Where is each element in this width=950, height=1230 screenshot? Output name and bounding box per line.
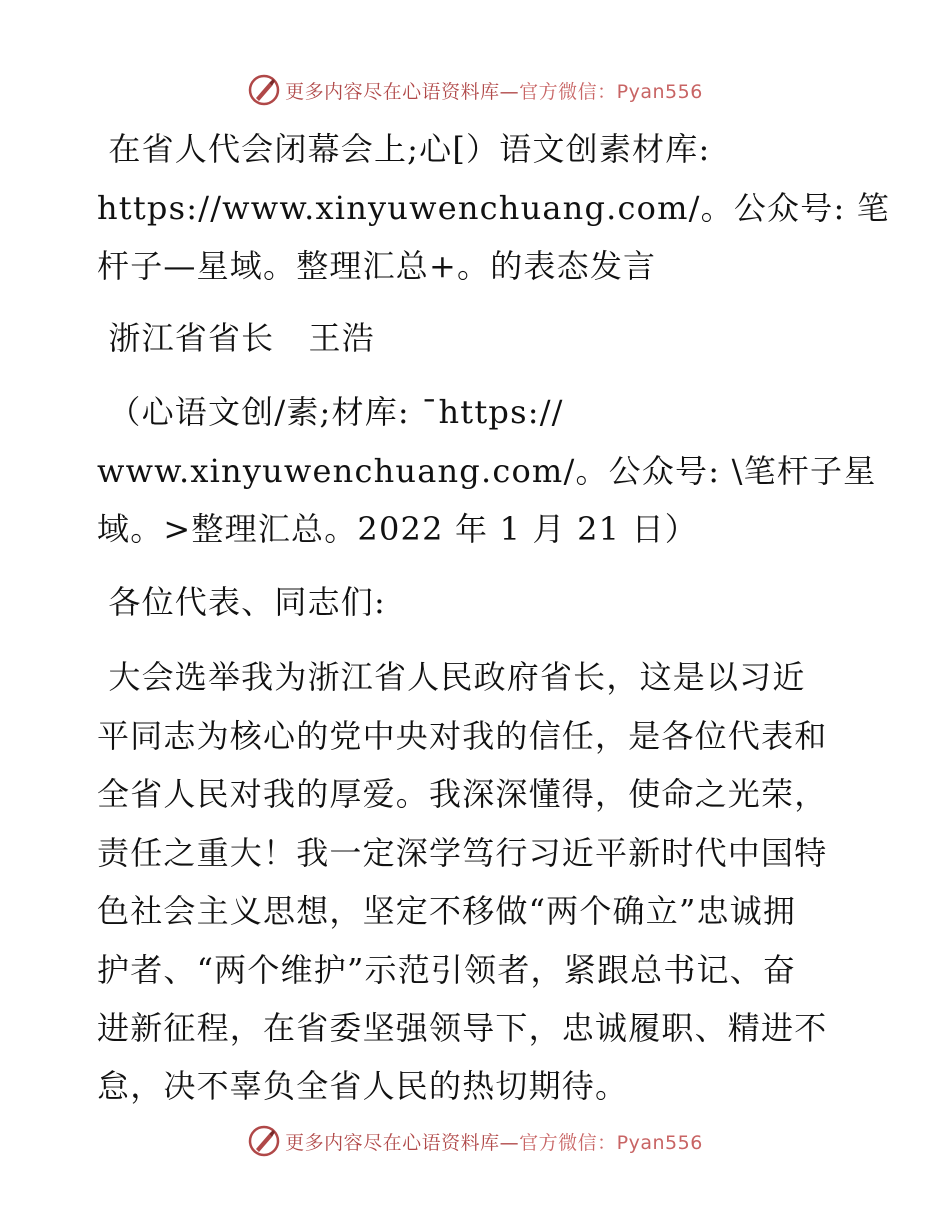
text-line: https://www.xinyuwenchuang.com/。公众号: 笔 [97,189,890,227]
text-line: （心语文创/素;材库: ¯https:// [97,393,564,431]
salutation-line: 各位代表、同志们: [97,583,386,621]
pen-logo-icon [247,73,281,107]
text-line: 平同志为核心的党中央对我的信任，是各位代表和 [97,717,828,755]
text-line: 在省人代会闭幕会上;心[）语文创素材库: [97,130,711,168]
text-line: 色社会主义思想，坚定不移做“两个确立”忠诚拥 [97,892,797,930]
header-banner [0,70,950,110]
banner-text [285,1128,703,1155]
text-line: 怠，决不辜负全省人民的热切期待。 [97,1067,629,1105]
banner-main-text: 更多内容尽在心语资料库— [285,80,520,103]
banner-wechat-text: 官方微信：Pyan556 [519,80,703,103]
text-line: 大会选举我为浙江省人民政府省长，这是以习近 [97,658,806,696]
text-line: 进新征程，在省委坚强领导下，忠诚履职、精进不 [97,1009,828,1047]
author-line: 浙江省省长 王浩 [97,319,375,357]
footer-banner [0,1121,950,1161]
text-line: 杆子—星域。整理汇总+。的表态发言 [97,247,657,285]
banner-main-text: 更多内容尽在心语资料库— [285,1131,520,1154]
text-line: 护者、“两个维护”示范引领者，紧跟总书记、奋 [97,951,797,989]
text-line: 域。>整理汇总。2022 年 1 月 21 日） [97,510,698,548]
banner-text [285,77,703,104]
text-line: 全省人民对我的厚爱。我深深懂得，使命之光荣， [97,775,828,813]
pen-logo-icon [247,1124,281,1158]
text-line: www.xinyuwenchuang.com/。公众号: \笔杆子星 [97,452,877,490]
text-line: 责任之重大！我一定深学笃行习近平新时代中国特 [97,834,828,872]
banner-wechat-text: 官方微信：Pyan556 [519,1131,703,1154]
